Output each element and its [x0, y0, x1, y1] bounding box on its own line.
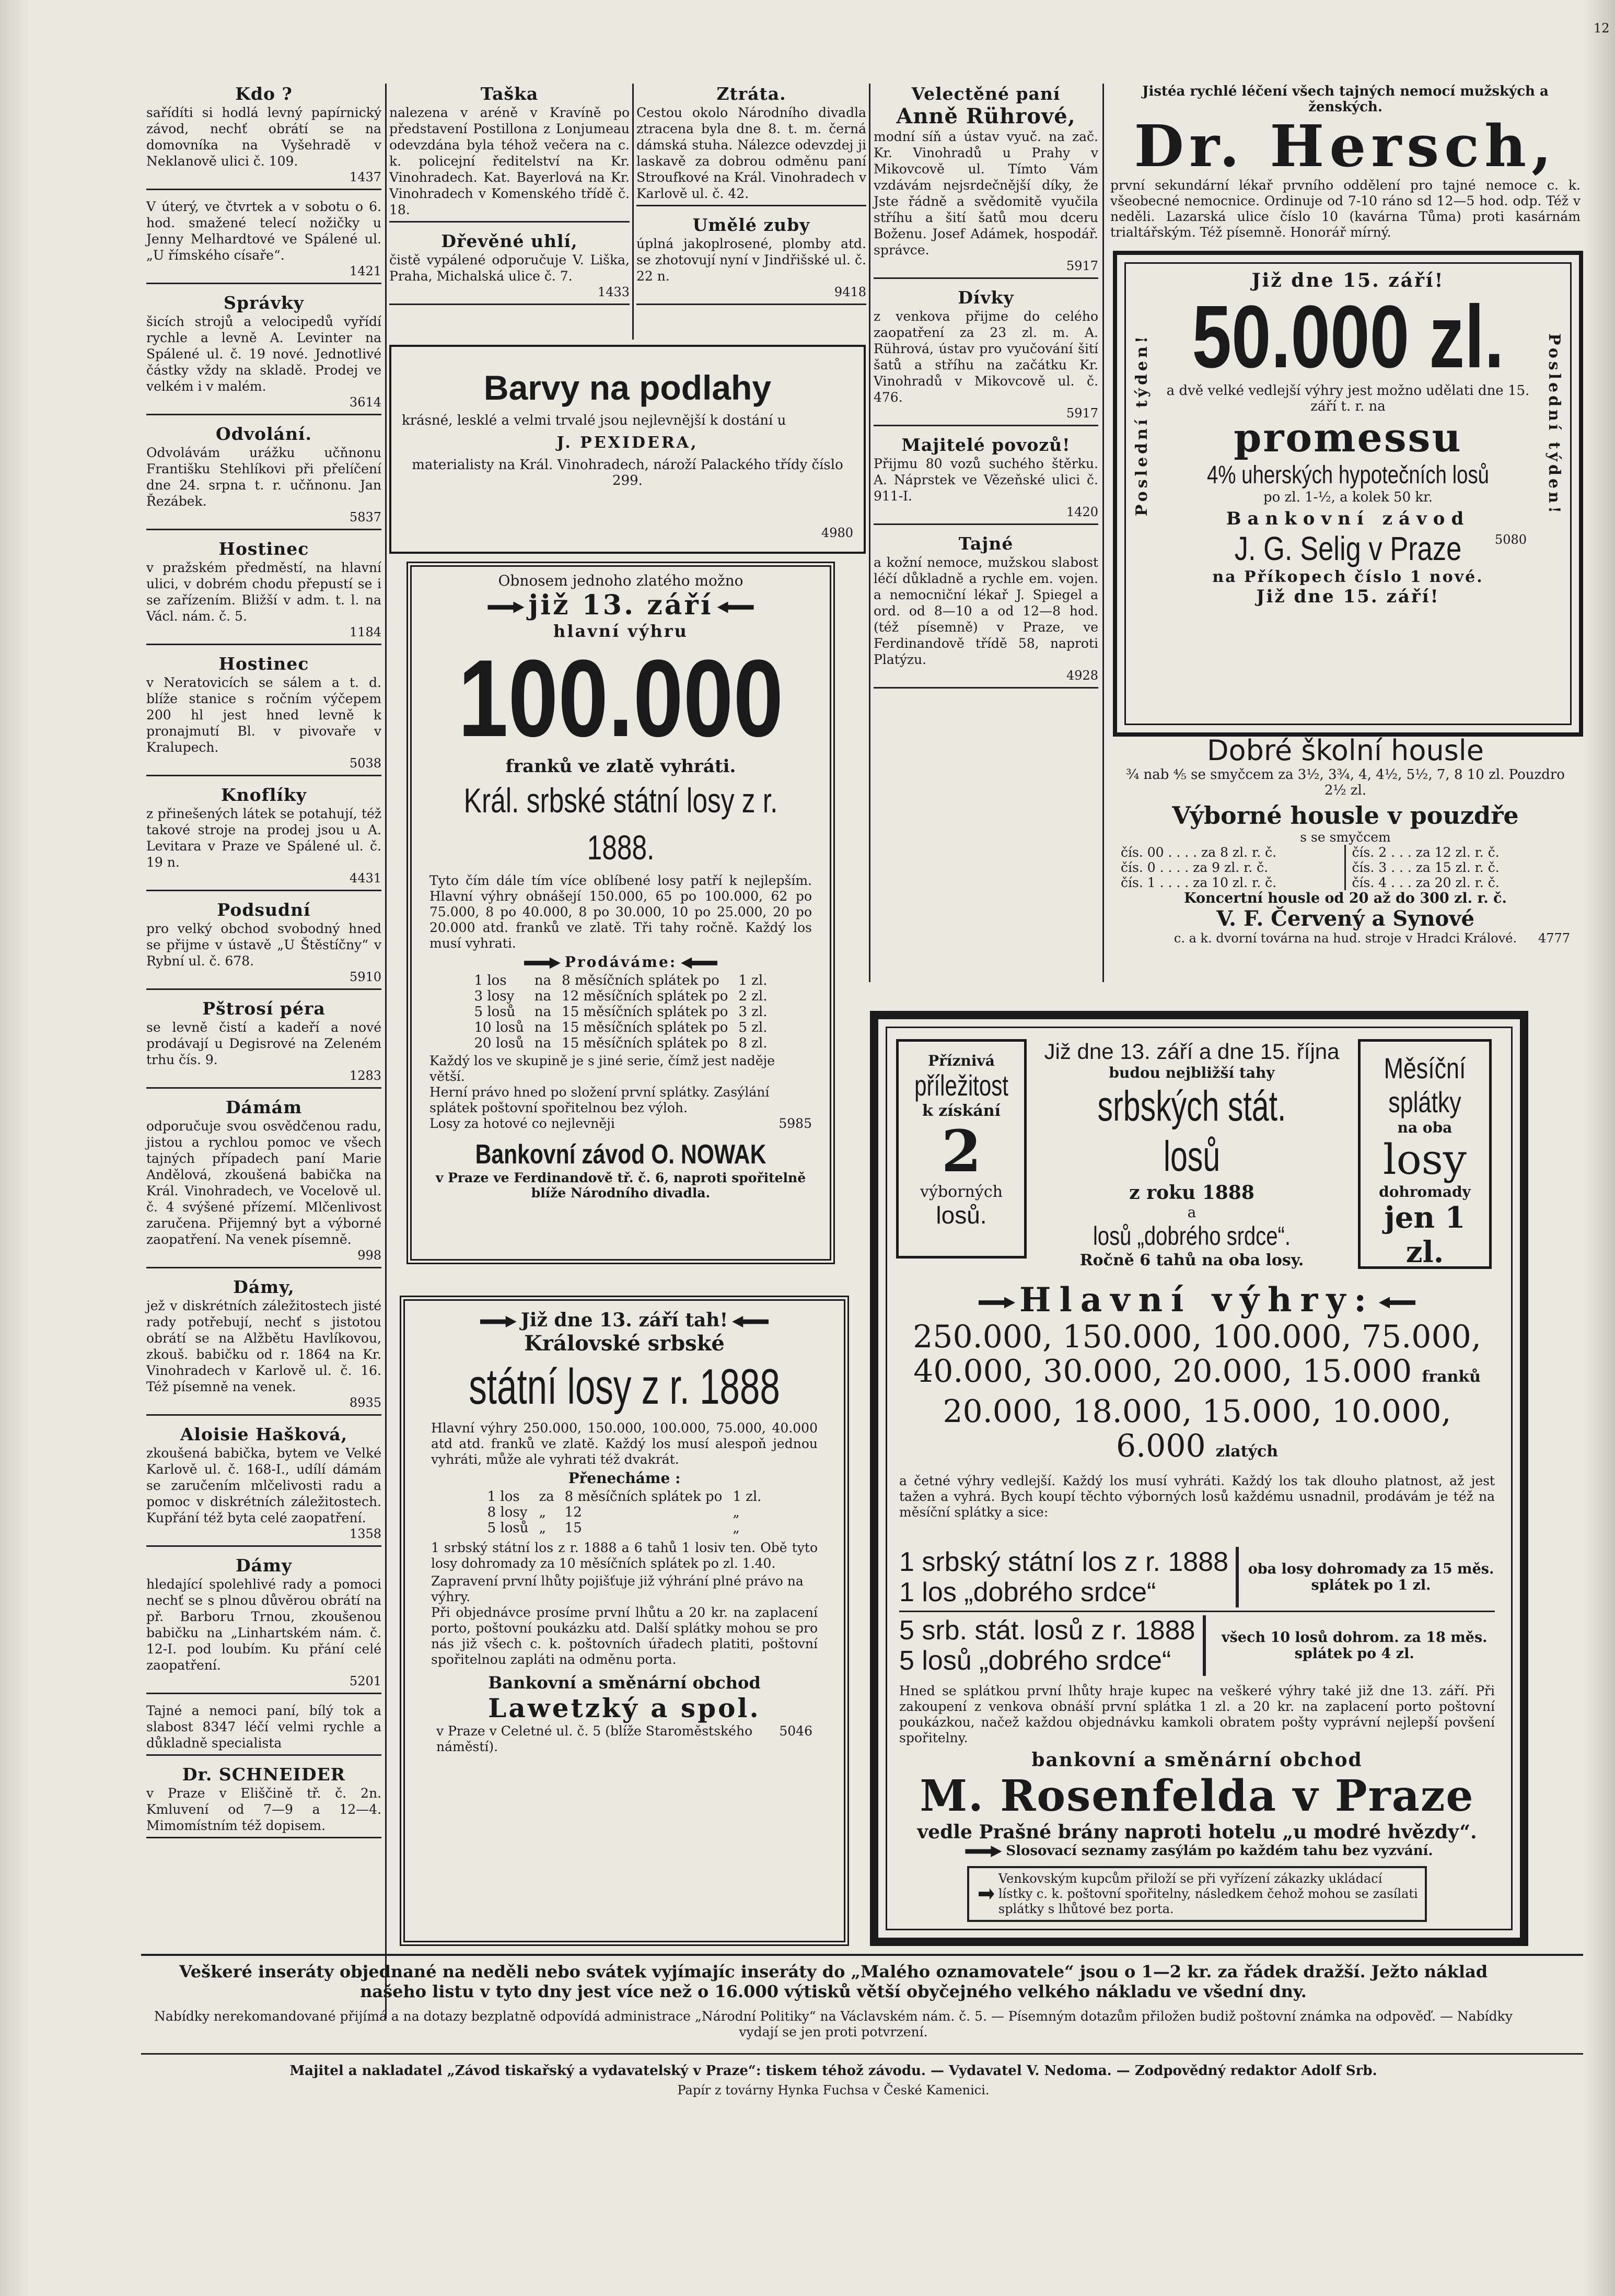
ad-text: v Praze v Eliščině tř. č. 2n. Kmluvení od 7—9 a 12—4. Mimomístním též dopisem.	[146, 1786, 381, 1833]
ad-number: 9418	[834, 285, 866, 299]
ad-lawetzky	[400, 1296, 849, 1946]
imprint: Majitel a nakladatel „Závod tiskařský a vydavatelský v Praze“: tiskem téhož závodu. — Vydavatel V. Nedoma. — Zodpovědný redaktor Adolf Srb.	[289, 2063, 1377, 2079]
rate-cell: 8 losy	[487, 1505, 528, 1520]
ad-number: 1433	[597, 285, 630, 299]
rosenfeld-right-2: splátky	[1388, 1086, 1461, 1118]
ad-text: šicích strojů a velocipedů vyřídí rychle a levně A. Levinter na Spálené ul. č. 19 nové. Jednotlivé částky vždy na skladě. Prodej ve velkém i v malém.	[146, 314, 381, 394]
housle-title-2: Výborné housle v pouzdře	[1172, 801, 1519, 830]
ad-text: odporučuje svou osvědčenou radu, jistou a rychlou pomoc ve všech tajných případech paní Marie Andělová, zkoušená babička na Král. Vinohradech, ve Vocelově ul. č. 4 svýšené přízemí. Mlčenlivost zaručena. Přijemný byt a výborné zaopatření. Na venek písemně.	[146, 1118, 381, 1247]
pointing-hand-icon	[681, 958, 717, 969]
ad-number: 1437	[349, 170, 381, 184]
rate-cell: 5 losů	[487, 1520, 529, 1536]
ad-heading: Tajné	[958, 533, 1014, 554]
rosenfeld-gold: zlatých	[1215, 1442, 1279, 1461]
rosenfeld-firm: M. Rosenfelda v Praze	[920, 1771, 1474, 1821]
rate-cell: 5 zl.	[738, 1020, 768, 1035]
pointing-hand-icon	[480, 1316, 517, 1327]
ad-text: Přijmu 80 vozů suchého štěrku. A. Náprstek ve Vězeňské ulici č. 911-I.	[874, 456, 1098, 504]
ad-separator	[146, 1754, 381, 1756]
selig-date-2: Již dne 15. září!	[1256, 586, 1440, 607]
ad-heading: Dívky	[958, 287, 1014, 308]
ad-separator	[389, 221, 630, 223]
footer-rule	[141, 2053, 1583, 2055]
rate-cell: 3 zl.	[738, 1004, 768, 1020]
column-rule	[385, 84, 387, 2019]
ad-number: 5985	[779, 1116, 812, 1131]
rosenfeld-right-5: dohromady	[1379, 1183, 1471, 1201]
ad-separator	[146, 1545, 381, 1547]
ad-separator	[146, 1087, 381, 1089]
price-line: čís. 2 . . . za 12 zl. r. č.	[1352, 845, 1500, 860]
rosenfeld-address: vedle Prašné brány naproti hotelu „u modré hvězdy“.	[917, 1821, 1477, 1843]
classified-ad	[146, 1424, 381, 1547]
page-number: 12	[1594, 21, 1610, 36]
classified-ad	[146, 1555, 381, 1694]
ad-text: sařídíti si hodlá levný papírnický závod, nechť obrátí se na domovníka na Vyšehradě v Neklanově ulici č. 109.	[146, 105, 381, 169]
nowak-text-3: Herní právo hned po složení první splátky. Zasýlání splátek poštovní spořitelnou bez výloh.	[429, 1085, 770, 1115]
ad-heading: Ztráta.	[716, 84, 786, 104]
ad-number: 5917	[1066, 406, 1098, 421]
classified-ad	[636, 84, 866, 206]
ad-heading: Hostinec	[218, 654, 309, 674]
pointing-hand-icon	[487, 602, 524, 613]
classified-ad	[874, 435, 1098, 525]
rosenfeld-left-6: losů.	[936, 1202, 987, 1229]
lawetzky-offer: Přenecháme :	[568, 1470, 681, 1487]
classified-ad	[146, 900, 381, 990]
selig-promessu: promessu	[1234, 414, 1462, 461]
ad-number: 4431	[349, 871, 381, 885]
rate-cell: 1 los	[474, 973, 507, 988]
ad-number: 1420	[1066, 505, 1098, 519]
ad-number: 8935	[349, 1395, 381, 1410]
nowak-sell: Prodáváme:	[564, 953, 677, 971]
rate-cell: 1 zl.	[733, 1489, 762, 1505]
rate-cell: na	[534, 1020, 552, 1035]
housle-sub: s se smyčcem	[1300, 830, 1391, 845]
selig-date: Již dne 15. září!	[1251, 270, 1445, 292]
rosenfeld-yearly: Ročně 6 tahů na oba losy.	[1079, 1251, 1304, 1269]
nowak-date: již 13. září	[528, 589, 713, 621]
ad-text: z venkova přijme do celého zaopatření za 23 zl. m. A. Rührová, ústav pro vyučování šití šatů a stříhu na začátku Kr. Vinohradů v Mikovcově ul. č. 476.	[874, 309, 1098, 405]
ad-separator	[146, 775, 381, 776]
classified-ad	[389, 231, 630, 305]
rate-cell: „	[733, 1520, 740, 1536]
ad-separator	[146, 414, 381, 415]
ad-separator	[146, 1414, 381, 1416]
ad-heading: Kdo ?	[235, 84, 293, 104]
rate-cell: na	[534, 988, 552, 1004]
ad-separator	[146, 529, 381, 530]
rosenfeld-right-1: Měsíční	[1384, 1052, 1466, 1085]
rate-cell: na	[534, 1035, 552, 1051]
lawetzky-lottery: státní losy z r. 1888	[469, 1359, 780, 1415]
selig-firm: J. G. Selig v Praze	[1234, 530, 1462, 567]
rate-cell: 15 měsíčních splátek po	[562, 1020, 728, 1035]
ad-separator	[874, 687, 1098, 689]
ad-separator	[146, 1693, 381, 1694]
ad-heading: Odvolání.	[216, 424, 312, 444]
ad-number: 3614	[349, 395, 381, 410]
barvy-address: materialisty na Král. Vinohradech, nároží Palackého třídy číslo 299.	[412, 457, 843, 488]
rosenfeld-year: z roku 1888	[1129, 1182, 1254, 1204]
rosenfeld-main-wins: Hlavní výhry:	[1019, 1280, 1375, 1320]
classified-ad	[146, 199, 381, 284]
rosenfeld-right-4: losy	[1383, 1135, 1467, 1184]
ad-text: jež v diskrétních záležitostech jisté rady potřebují, nechť s jistotou obrátí se na Alžbětu Havlíkovou, zkouš. babičku od r. 1864 na Kr. Vinohradech v Karlově ul. č. 16. Též písemně na venek.	[146, 1298, 381, 1394]
ad-heading-large: Anně Rührové,	[896, 104, 1076, 129]
hersch-top: Jistéa rychlé léčení všech tajných nemocí mužských a ženských.	[1142, 84, 1549, 115]
rate-cell: „	[733, 1505, 740, 1520]
rate-cell: na	[534, 973, 552, 988]
rate-cell: 20 losů	[474, 1035, 524, 1051]
rosenfeld-and: a	[1187, 1204, 1196, 1221]
nowak-text-2: Každý los ve skupině je s jiné serie, čímž jest naděje větší.	[429, 1053, 775, 1084]
rosenfeld-center	[1032, 1039, 1351, 1269]
rosenfeld-left-panel	[896, 1039, 1027, 1258]
ad-text: zkoušená babička, bytem ve Velké Karlově ul. č. 168-I., udílí dámám se zaručením mlčelivosti radu a pomoc v diskrétních záležitostech. Kupřání též byta celé zaopatření.	[146, 1446, 381, 1525]
ad-separator	[146, 189, 381, 190]
column-1	[146, 84, 381, 1847]
classified-ad	[146, 1703, 381, 1756]
ad-number: 5046	[779, 1723, 812, 1739]
lawetzky-title: Královské srbské	[524, 1331, 725, 1356]
rosenfeld-offer-2b: 5 losů „dobrého srdce“	[899, 1646, 1171, 1676]
rate-cell: 15 měsíčních splátek po	[562, 1035, 728, 1051]
rosenfeld-date-2: budou nejbližší tahy	[1109, 1064, 1275, 1081]
ad-heading: Velectěné paní	[911, 84, 1061, 104]
classified-ad	[146, 424, 381, 530]
housle-title: Dobré školní housle	[1206, 734, 1484, 767]
ad-heading: Dr. SCHNEIDER	[182, 1764, 346, 1785]
price-line: čís. 1 . . . . za 10 zl. r. č.	[1121, 875, 1277, 890]
ad-text: v Neratovicích se sálem a t. d. blíže stanice s ročním výčepem 200 hl jest hned levně k pronajmutí Bl. v pivovaře v Kralupech.	[146, 675, 381, 755]
rate-row	[469, 1004, 773, 1020]
ad-number: 5837	[349, 510, 381, 525]
rosenfeld-right-panel	[1358, 1039, 1492, 1269]
rate-cell: 3 losy	[474, 988, 515, 1004]
column-rule	[632, 84, 634, 340]
classified-ad	[146, 293, 381, 415]
ad-rosenfeld	[870, 1011, 1528, 1946]
rate-cell: 8 zl.	[738, 1035, 768, 1051]
rate-cell: 12 měsíčních splátek po	[562, 988, 728, 1004]
rate-cell: 10 losů	[474, 1020, 524, 1035]
ad-heading: Majitelé povozů!	[901, 435, 1071, 455]
ad-text: V úterý, ve čtvrtek a v sobotu o 6. hod. smažené telecí nožičky u Jenny Melhardtové ve Spálené ul. „U římského císaře“.	[146, 199, 381, 263]
rosenfeld-left-3: k získání	[922, 1102, 1001, 1120]
selig-side-left: Poslední týden!	[1133, 333, 1151, 517]
rosenfeld-franks: franků	[1422, 1368, 1481, 1386]
barvy-title: Barvy na podlahy	[483, 368, 772, 407]
price-line: čís. 3 . . . za 15 zl. r. č.	[1352, 860, 1500, 875]
classified-ad	[146, 1764, 381, 1838]
rosenfeld-lists: Slosovací seznamy zasýlám po každém tahu bez vyzvání.	[1006, 1843, 1433, 1859]
hersch-name: Dr. Hersch,	[1134, 112, 1557, 180]
nowak-amount: 100.000	[458, 637, 784, 760]
ad-number: 4928	[1066, 668, 1098, 683]
ad-separator	[874, 277, 1098, 279]
nowak-text-4: Losy za hotové co nejlevněji	[429, 1116, 615, 1131]
ad-separator	[874, 425, 1098, 426]
footer-rule	[141, 1954, 1583, 1956]
ad-text: čistě vypálené odporučuje V. Liška, Praha, Michalská ulice č. 7.	[389, 252, 630, 284]
pointing-hand-icon	[717, 602, 754, 613]
rosenfeld-offer-2a: 5 srb. stát. losů z r. 1888	[899, 1615, 1195, 1646]
ad-heading: Aloisie Hašková,	[180, 1424, 348, 1444]
nowak-top: Obnosem jednoho zlatého možno	[498, 572, 743, 589]
classified-ad	[874, 533, 1098, 689]
ad-text: se levně čistí a kadeří a nové prodávají u Degisrové na Zeleném trhu čís. 9.	[146, 1020, 381, 1067]
column-4	[874, 84, 1098, 697]
price-line: čís. 00 . . . . za 8 zl. r. č.	[1121, 845, 1277, 860]
classified-ad	[874, 287, 1098, 426]
ad-number: 5201	[349, 1674, 381, 1688]
classified-ad	[146, 998, 381, 1089]
rate-row	[469, 1020, 773, 1035]
rosenfeld-wins-4: 6.000	[1116, 1428, 1206, 1464]
ad-text: v pražském předměstí, na hlavní ulici, v dobrém chodu přepustí se i se zařízením. Bližší v adm. t. l. na Václ. nám. č. 5.	[146, 560, 381, 624]
pointing-hand-icon	[965, 1846, 1002, 1857]
rosenfeld-wins-3: 20.000, 18.000, 15.000, 10.000,	[943, 1393, 1451, 1430]
column-3	[636, 84, 866, 313]
column-rule	[1102, 84, 1104, 982]
ad-text: nalezena v aréně v Kravíně po představení Postillona z Lonjumeau odevzdána byla téhož večera na c. k. policejní ředitelství na Kr. Vinohradech. Kat. Bayerlová na Kr. Vinohradech v Komenského třídě č. 18.	[389, 105, 630, 217]
ad-heading: Taška	[480, 84, 539, 104]
rosenfeld-left-1: Příznivá	[928, 1052, 995, 1069]
classified-ad	[146, 539, 381, 645]
rosenfeld-date: Již dne 13. září a dne 15. října	[1044, 1039, 1340, 1064]
rate-cell: 1 los	[487, 1489, 520, 1505]
lawetzky-text-2: 1 srbský státní los z r. 1888 a 6 tahů 1 losiv ten. Obě tyto losy dohromady za 10 měsíčních splátek po zl. 1.40.	[431, 1540, 818, 1571]
ad-separator	[146, 1267, 381, 1268]
ad-number: 5038	[349, 756, 381, 771]
rosenfeld-wins-2: 40.000, 30.000, 20.000, 15.000	[913, 1353, 1412, 1390]
ad-heading: Dámy,	[233, 1277, 295, 1297]
lawetzky-date: Již dne 13. září tah!	[520, 1309, 728, 1331]
ad-number: 5080	[1494, 532, 1527, 547]
rate-cell: 8 měsíčních splátek po	[564, 1489, 723, 1505]
ad-text: a kožní nemoce, mužskou slabost léčí důkladně a rychle em. vojen. a nemocniční lékař J. Spiegel a ord. od 8—10 a od 12—8 hod. (též písemně) v Praze, ve Ferdinandově třídě 58, naproti Platýzu.	[874, 555, 1098, 667]
rosenfeld-srb: srbských stát. losů	[1097, 1082, 1286, 1180]
ad-separator	[146, 644, 381, 645]
ad-separator	[389, 304, 630, 305]
rate-cell: „	[539, 1520, 546, 1536]
lawetzky-text: Hlavní výhry 250.000, 150.000, 100.000, 75.000, 40.000 atd atd. franků ve zlatě. Každý los musí alespoň jednou vyhráti, může ale vyhrati též dvakrát.	[431, 1420, 818, 1467]
rate-row	[469, 973, 773, 988]
rosenfeld-right-6: jen 1 zl.	[1384, 1201, 1466, 1269]
classified-ad	[389, 84, 630, 223]
classified-ad	[146, 1277, 381, 1416]
housle-concert: Koncertní housle od 20 až do 300 zl. r. č.	[1184, 890, 1507, 906]
ad-hersch	[1110, 84, 1581, 256]
ad-selig	[1113, 251, 1583, 737]
classified-ad	[146, 785, 381, 891]
classified-ad	[146, 654, 381, 776]
rosenfeld-left-5: výborných	[920, 1183, 1003, 1201]
nowak-rates-table	[469, 973, 773, 1051]
pointing-hand-icon	[1379, 1297, 1415, 1309]
rosenfeld-text-2: Hned se splátkou první lhůty hraje kupec na veškeré výhry také již dne 13. září. Při zakoupení z venkova obnáší první splátka 1 zl. a 20 kr. na zaplacení porto poštovní poukázkou, načež každou objednávku kamkoli obratem pošty vyprávní nejlepší povšení spořitelny.	[899, 1683, 1495, 1745]
classified-ad	[146, 84, 381, 190]
footer-notice: Veškeré inseráty objednané na neděli nebo svátek vyjímajíc inseráty do „Malého oznamovatele“ jsou o 1—2 kr. za řádek dražší. Ježto náklad našeho listu v tyto dny jest více než o 16.000 výtisků větší obyčejného velkého nákladu ve všední dny.	[179, 1962, 1488, 2001]
ad-separator	[874, 523, 1098, 525]
paper-note: Papír z továrny Hynka Fuchsa v České Kamenici.	[677, 2083, 990, 2097]
rosenfeld-offers	[899, 1547, 1495, 1922]
housle-firm: V. F. Červený a Synové	[1216, 906, 1474, 931]
selig-text: a dvě velké vedlejší výhry jest možno udělati dne 15. září t. r. na	[1166, 383, 1530, 414]
housle-prices-right	[1346, 845, 1571, 890]
ad-separator	[636, 304, 866, 305]
rosenfeld-offer-1b: 1 los „dobrého srdce“	[899, 1577, 1156, 1607]
housle-address: c. a k. dvorní továrna na hud. stroje v Hradci Králové.	[1174, 931, 1517, 946]
nowak-currency: franků ve zlatě vyhráti.	[505, 756, 736, 777]
ad-housle	[1110, 734, 1581, 1000]
ad-heading: Knoflíky	[221, 785, 307, 805]
nowak-address: v Praze ve Ferdinandově tř. č. 6, naproti spořitelně blíže Národního divadla.	[435, 1170, 806, 1201]
pointing-hand-icon	[524, 958, 561, 969]
ad-text: z přinešených látek se potahují, též takové stroje na prodej jsou u A. Levitara v Praze ve Spálené ul. č. 19 n.	[146, 806, 381, 870]
selig-bank: Bankovní závod	[1226, 508, 1470, 529]
rate-cell: na	[534, 1004, 552, 1020]
rosenfeld-wins-1: 250.000, 150.000, 100.000, 75.000,	[913, 1319, 1481, 1355]
rate-cell: 15 měsíčních splátek po	[562, 1004, 728, 1020]
ad-text: pro velký obchod svobodný hned se přijme v ústavě „U Štěstíčny“ v Rybní ul. č. 678.	[146, 921, 381, 969]
ad-barvy	[389, 345, 866, 554]
barvy-text: krásné, lesklé a velmi trvalé jsou nejlevnější k dostání u	[402, 413, 786, 428]
ad-separator	[146, 890, 381, 891]
classified-ad	[146, 1097, 381, 1268]
column-rule	[869, 84, 870, 982]
price-line: čís. 4 . . . za 20 zl. r. č.	[1352, 875, 1500, 890]
ad-heading: Hostinec	[218, 539, 309, 559]
nowak-text: Tyto čím dále tím více oblíbené losy patří k nejlepším. Hlavní výhry obnášejí 150.000, 65 po 100.000, 62 po 75.000, 8 po 40.000, 8 po 30.000, 10 po 25.000, 20 po 20.000 atd. franků ve zlatě. Tři tahy ročně. Každý los musí vyhrati.	[429, 873, 812, 951]
ad-number: 1421	[349, 264, 381, 278]
rate-row	[482, 1489, 767, 1505]
lawetzky-address: v Praze v Celetné ul. č. 5 (blíže Staroměstského náměstí).	[436, 1723, 753, 1754]
ad-text: Odvolávám urážku učňnonu Františku Stehlíkovi při přelíčení dne 24. srpna t. r. učňnonu. Jan Řezábek.	[146, 445, 381, 509]
ad-heading: Dřevěné uhlí,	[441, 231, 578, 251]
ad-text: Tajné a nemoci paní, bílý tok a slabost 8347 léčí velmi rychle a důkladně specialista	[146, 1703, 381, 1751]
ad-heading: Podsudní	[217, 900, 311, 920]
classified-ad	[874, 84, 1098, 279]
rosenfeld-dobre: losů „dobrého srdce“.	[1093, 1221, 1291, 1251]
ad-separator	[636, 205, 866, 206]
price-line: čís. 0 . . . . za 9 zl. r. č.	[1121, 860, 1269, 875]
rate-row	[469, 988, 773, 1004]
housle-prices-left	[1121, 845, 1346, 890]
rosenfeld-left-2: příležitost	[914, 1069, 1008, 1102]
ad-number: 998	[357, 1248, 381, 1263]
rate-cell: 12	[564, 1505, 582, 1520]
lawetzky-text-4: Při objednávce prosíme první lhůtu a 20 kr. na zaplacení porto, poštovní poukázku atd. Další splátky mohou se pro nás již všech c. k. poštovních úřadech platiti, poštovní spořitelnou zapláti na odměnu porta.	[431, 1605, 818, 1667]
ad-heading: Správky	[224, 293, 304, 313]
rosenfeld-offer-1a: 1 srbský státní los z r. 1888	[899, 1547, 1229, 1577]
ad-number: 1358	[349, 1526, 381, 1541]
ad-heading: Dámám	[225, 1097, 303, 1117]
nowak-firm: Bankovní závod O. NOWAK	[475, 1139, 766, 1170]
ad-number: 4980	[821, 526, 853, 540]
rate-row	[482, 1520, 767, 1536]
rate-cell: 15	[564, 1520, 582, 1536]
barvy-name: J. PEXIDERA,	[556, 434, 699, 452]
rosenfeld-text: a četné výhry vedlejší. Každý los musí vyhráti. Každý los tak dlouho platnost, až jest tažen a vyhrá. Bych koupí těchto výborných losů každému usnadnil, prodávám je též na měsíční splátky a sice:	[899, 1473, 1495, 1520]
ad-heading: Umělé zuby	[692, 215, 810, 235]
ad-nowak	[406, 562, 835, 1264]
lawetzky-rates-table	[482, 1489, 767, 1536]
housle-text: ¾ nab ⅘ se smyčcem za 3½, 3¾, 4, 4½, 5½, 7, 8 10 zl. Pouzdro 2½ zl.	[1126, 767, 1565, 798]
ad-separator	[146, 283, 381, 284]
lawetzky-firm-2: Lawetzký a spol.	[488, 1693, 761, 1723]
pointing-hand-icon	[732, 1316, 769, 1327]
nowak-lottery: Král. srbské státní losy z r. 1888.	[463, 781, 778, 867]
hersch-text: první sekundární lékař prvního oddělení pro tajné nemoce c. k. všeobecné nemocnice. Ordinuje od 7-10 ráno sd 12—5 hod. odp. Též v neděli. Lazarská ulice číslo 10 (kavárna Tůma) proti kasárnám trialtářským. Též písemně. Honorář mírný.	[1110, 178, 1581, 240]
selig-stamp: po zl. 1-½, a kolek 50 kr.	[1263, 489, 1433, 505]
pointing-hand-icon	[979, 1889, 994, 1900]
rate-cell: „	[539, 1505, 546, 1520]
selig-amount: 50.000 zl.	[1192, 287, 1504, 387]
ad-heading: Pštrosí péra	[202, 998, 326, 1019]
ad-text: hledající spolehlivé rady a pomoci nechť se s plnou důvěrou obrátí na př. Barboru Trnou, zkoušenou babičku na „Linhartském nám. č. 12-I. pod loubím. Ku přání celé zaopatření.	[146, 1577, 381, 1673]
rosenfeld-bank: bankovní a směnární obchod	[1031, 1749, 1363, 1771]
ad-number: 1184	[349, 625, 381, 639]
rate-cell: za	[539, 1489, 554, 1505]
lawetzky-firm-1: Bankovní a směnární obchod	[488, 1673, 761, 1693]
ad-number: 4777	[1538, 931, 1570, 946]
ad-text: modní síň a ústav vyuč. na zač. Kr. Vinohradů u Prahy v Mikovcově ul. Tímto Vám vzdávám nejsrdečnější díky, že Jste řádně a svědomitě vyučila stříhu a šití šatů mou dceru Boženu. Josef Adámek, hospodář. správce.	[874, 129, 1098, 258]
classified-ad	[636, 215, 866, 305]
rate-cell: 1 zl.	[738, 973, 768, 988]
column-2	[389, 84, 630, 313]
ad-number: 1283	[349, 1068, 381, 1083]
footer-notice-2: Nabídky nerekomandované přijímá a na dotazy bezplatně odpovídá administrace „Národní Politiky“ na Václavském nám. č. 5. — Písemným dotazům přiložen budiž poštovní známka na odpověď. — Nabídky vydají se jen proti potvrzení.	[154, 2009, 1513, 2039]
rate-cell: 5 losů	[474, 1004, 516, 1020]
rosenfeld-wins	[899, 1280, 1495, 1520]
rate-cell: 8 měsíčních splátek po	[562, 973, 719, 988]
rosenfeld-offer-2c: všech 10 losů dohrom. za 18 měs. splátek po 4 zl.	[1221, 1629, 1488, 1662]
ad-separator	[146, 988, 381, 990]
rate-row	[469, 1035, 773, 1051]
ad-number: 5917	[1066, 259, 1098, 273]
ad-number: 5910	[349, 970, 381, 984]
nowak-main: hlavní výhru	[553, 621, 688, 641]
rosenfeld-note: Venkovským kupcům přiloží se při vyřízení zákazky ukládací lístky c. k. poštovní spořitelny, následkem čehož mohou se zasílati splátky s lhůtové bez porta.	[998, 1871, 1418, 1916]
ad-separator	[146, 1837, 381, 1838]
pointing-hand-icon	[979, 1297, 1015, 1309]
selig-address: na Příkopech číslo 1 nové.	[1212, 568, 1484, 586]
ad-text: úplná jakoplrosené, plomby atd. se zhotovují nyní v Jindřišské ul. č. 22 n.	[636, 236, 866, 284]
ad-text: Cestou okolo Národního divadla ztracena byla dne 8. t. m. černá dámská stuha. Nálezce odevzdej ji laskavě za dobrou odměnu paní Stroufkové na Král. Vinohradech v Karlově ul. č. 42.	[636, 105, 866, 201]
selig-lottery: 4% uherských hypotečních losů	[1206, 461, 1490, 489]
rate-cell: 2 zl.	[738, 988, 768, 1004]
ad-heading: Dámy	[235, 1555, 293, 1576]
rosenfeld-left-4: 2	[941, 1117, 982, 1185]
rosenfeld-offer-1c: oba losy dohromady za 15 měs. splátek po 1 zl.	[1248, 1561, 1494, 1593]
rosenfeld-right-3: na oba	[1397, 1119, 1453, 1136]
lawetzky-text-3: Zapravení první lhůty pojišťuje již výhrání plné právo na výhry.	[431, 1574, 804, 1604]
rate-row	[482, 1505, 767, 1520]
selig-side-right: Poslední týden!	[1545, 333, 1563, 517]
